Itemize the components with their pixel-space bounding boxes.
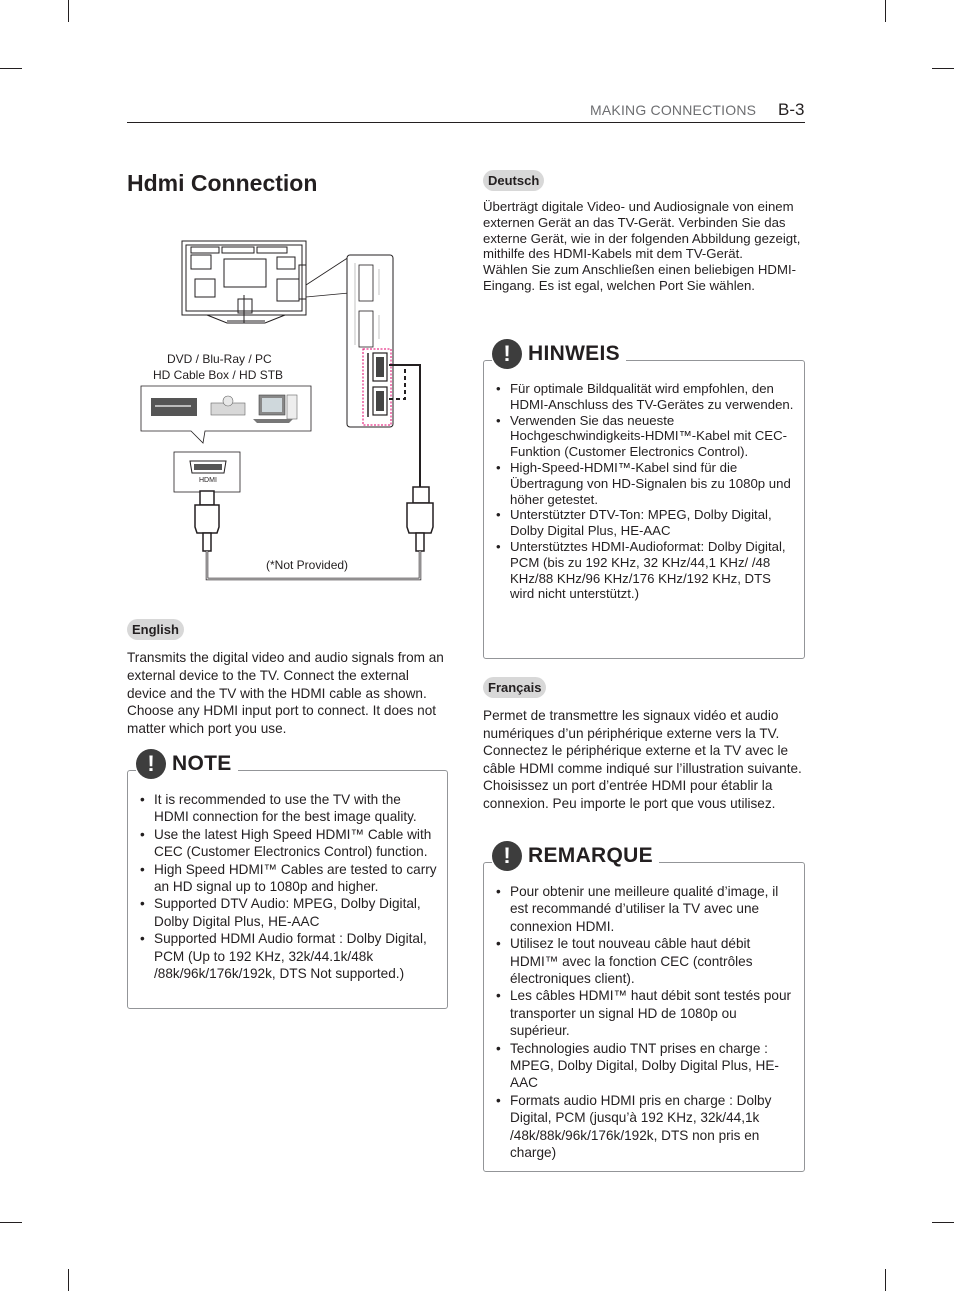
list-item: • Für optimale Bildqualität wird empfohlen, den HDMI-Anschluss des TV-Gerätes zu verwenden. [496,381,794,413]
crop-mark [0,68,22,69]
crop-mark [932,1222,954,1223]
list-item: • Unterstütztes HDMI-Audioformat: Dolby Digital, PCM (bis zu 192 KHz, 32 KHz/44,1 KHz/ /48 KHz/88 KHz/96 KHz/176 KHz/192 KHz, DTS wird nicht unterstützt.) [496,539,794,602]
note-header [492,337,626,371]
exclamation-icon: ! [492,841,522,871]
list-item: • Formats audio HDMI pris en charge : Dolby Digital, PCM (jusqu’à 192 KHz, 32k/44,1k /48k/88k/96k/176k/192k, DTS non pris en charge) [496,1092,794,1162]
exclamation-icon: ! [492,339,522,369]
note-box-english [127,751,448,1009]
header-rule [127,122,805,123]
list-item: • Verwenden Sie das neueste Hochgeschwindigkeits-HDMI™-Kabel mit CEC-Funktion (Customer Electronics Control). [496,413,794,460]
source-hdmi-port [174,452,240,492]
list-item: • Utilisez le tout nouveau câble haut débit HDMI™ avec la fonction CEC (contrôles électroniques client). [496,935,794,987]
list-item: • Unterstützter DTV-Ton: MPEG, Dolby Digital, Dolby Digital Plus, HE-AAC [496,507,794,539]
hdmi-port-label: HDMI [199,477,217,484]
crop-mark [885,0,886,22]
note-box-francais [483,843,805,1172]
francais-body: Permet de transmettre les signaux vidéo et audio numériques d’un périphérique externe vers la TV. Connectez le périphérique externe et la TV avec le câble HDMI comme indiqué sur l’illustration suivante. Choisissez un port d’entrée HDMI pour établir la connexion. Peu importe le port que vous utilisez. [483,708,802,811]
deutsch-body: Überträgt digitale Video- und Audiosignale von einem externen Gerät an das TV-Gerät. Verbinden Sie das externe Gerät, wie in der folgenden Abbildung gezeigt, mithilfe des HDMI-Kabels mit dem TV-Gerät. Wählen Sie zum Anschließen einen beliebigen HDMI-Eingang. Es ist egal, welchen Port Sie wählen. [483,199,801,293]
note-header [136,747,238,781]
tv-rear-panel [347,255,393,427]
list-item: • Pour obtenir une meilleure qualité d’image, il est recommandé d’utiliser la TV avec une connexion HDMI. [496,883,794,935]
page-title: Hdmi Connection [127,170,318,196]
hdmi-plug-left [195,491,219,551]
devices-bubble [141,386,311,443]
list-item: • Technologies audio TNT prises en charge : MPEG, Dolby Digital, Dolby Digital Plus, HE-AAC [496,1040,794,1092]
device-label-line1: DVD / Blu-Ray / PC [167,352,272,366]
crop-mark [0,1222,22,1223]
diagram-illustration [127,235,447,590]
note-list [496,883,794,1162]
cable-note: (*Not Provided) [266,558,349,572]
note-title: HINWEIS [528,342,620,365]
exclamation-icon: ! [136,749,166,779]
lang-label-english: English [127,619,184,640]
lang-label-deutsch: Deutsch [483,170,544,191]
english-body: Transmits the digital video and audio signals from an external device to the TV. Connect the external device and the TV with the HDMI cable as shown. Choose any HDMI input port to connect. It does not matter which port you use. [127,650,444,737]
note-list [140,791,437,982]
note-title: NOTE [172,752,232,775]
note-box-deutsch [483,341,805,659]
crop-mark [68,1269,69,1291]
page-number: B-3 [778,100,805,119]
crop-mark [885,1269,886,1291]
hdmi-connection-diagram [127,235,447,590]
note-header [492,839,659,873]
list-item: • Supported HDMI Audio format : Dolby Digital, PCM (Up to 192 KHz, 32k/44.1k/48k /88k/96k/176k/192k, DTS Not supported.) [140,930,437,982]
lang-label-francais: Français [483,677,546,698]
tv-icon [182,241,306,323]
list-item: • It is recommended to use the TV with the HDMI connection for the best image quality. [140,791,437,826]
device-label-line2: HD Cable Box / HD STB [153,368,284,382]
crop-mark [68,0,69,22]
list-item: • Supported DTV Audio: MPEG, Dolby Digital, Dolby Digital Plus, HE-AAC [140,895,437,930]
list-item: • Use the latest High Speed HDMI™ Cable with CEC (Customer Electronics Control) function. [140,826,437,861]
note-list [496,381,794,602]
hdmi-plug-right [407,487,433,551]
section-header: MAKING CONNECTIONS [590,102,757,118]
list-item: • Les câbles HDMI™ haut débit sont testés pour transporter un signal HD de 1080p ou supérieur. [496,987,794,1039]
crop-mark [932,68,954,69]
note-title: REMARQUE [528,844,653,867]
list-item: • High Speed HDMI™ Cables are tested to carry an HD signal up to 1080p and higher. [140,861,437,896]
list-item: • High-Speed-HDMI™-Kabel sind für die Übertragung von HD-Signalen bis zu 1080p und höher getestet. [496,460,794,507]
